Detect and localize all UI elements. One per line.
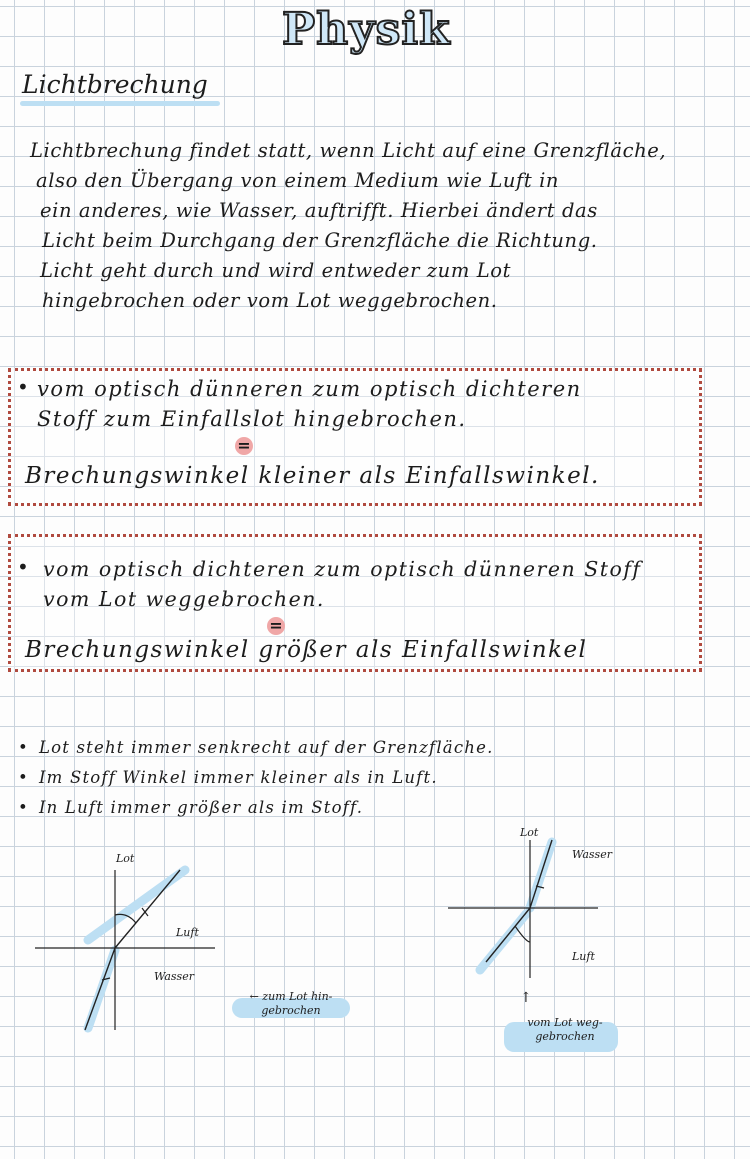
label-wasser: Wasser — [154, 970, 194, 983]
angle-arc — [515, 926, 530, 942]
label-lot: Lot — [520, 826, 539, 839]
intro-line: Licht geht durch und wird entweder zum Lot — [40, 259, 512, 282]
rule-line: vom Lot weggebrochen. — [43, 587, 325, 611]
rule-line: Stoff zum Einfallslot hingebrochen. — [37, 407, 467, 431]
caption-line: vom Lot weg- — [527, 1016, 603, 1029]
intro-line: Licht beim Durchgang der Grenzfläche die Richtung. — [42, 229, 598, 252]
list-item: • Im Stoff Winkel immer kleiner als in Luft. — [18, 763, 494, 793]
caption-line: ← zum Lot hin- — [249, 990, 333, 1003]
diagram-hingebrochen — [30, 850, 230, 1040]
label-lot: Lot — [116, 852, 135, 865]
fact-list — [18, 733, 494, 823]
list-item: • In Luft immer größer als im Stoff. — [18, 793, 494, 823]
label-luft: Luft — [176, 926, 199, 939]
rule-line: vom optisch dichteren zum optisch dünneren Stoff — [43, 557, 642, 581]
bullet-icon: • — [17, 375, 29, 399]
caption-hingebrochen — [226, 990, 356, 1018]
caption-line: gebrochen — [261, 1004, 321, 1017]
intro-line: also den Übergang von einem Medium wie Luft in — [36, 169, 560, 192]
arrow-up-icon: ↑ — [520, 990, 532, 1006]
rule-result: Brechungswinkel kleiner als Einfallswinkel. — [25, 463, 600, 489]
label-luft: Luft — [572, 950, 595, 963]
rule-box-hingebrochen — [8, 368, 702, 506]
heading-highlight — [20, 101, 220, 106]
rule-line: vom optisch dünneren zum optisch dichteren — [37, 377, 582, 401]
intro-line: hingebrochen oder vom Lot weggebrochen. — [42, 289, 498, 312]
bullet-icon: • — [17, 555, 29, 579]
incident-ray — [530, 840, 552, 908]
page-title: Physik — [282, 4, 451, 55]
refracted-ray — [85, 948, 115, 1030]
caption-weggebrochen — [500, 1016, 630, 1044]
caption-line: gebrochen — [535, 1030, 595, 1043]
equals-sign: = — [235, 437, 253, 455]
equals-sign: = — [267, 617, 285, 635]
section-heading: Lichtbrechung — [22, 70, 208, 99]
highlight-ray-water — [88, 950, 115, 1028]
list-item: • Lot steht immer senkrecht auf der Grenzfläche. — [18, 733, 494, 763]
label-wasser: Wasser — [572, 848, 612, 861]
intro-line: ein anderes, wie Wasser, auftrifft. Hierbei ändert das — [40, 199, 598, 222]
intro-paragraph — [30, 136, 720, 316]
rule-box-weggebrochen — [8, 534, 702, 672]
refracted-ray — [486, 908, 530, 962]
rule-result: Brechungswinkel größer als Einfallswinkel — [25, 637, 588, 663]
intro-line: Lichtbrechung findet statt, wenn Licht auf eine Grenzfläche, — [30, 139, 667, 162]
